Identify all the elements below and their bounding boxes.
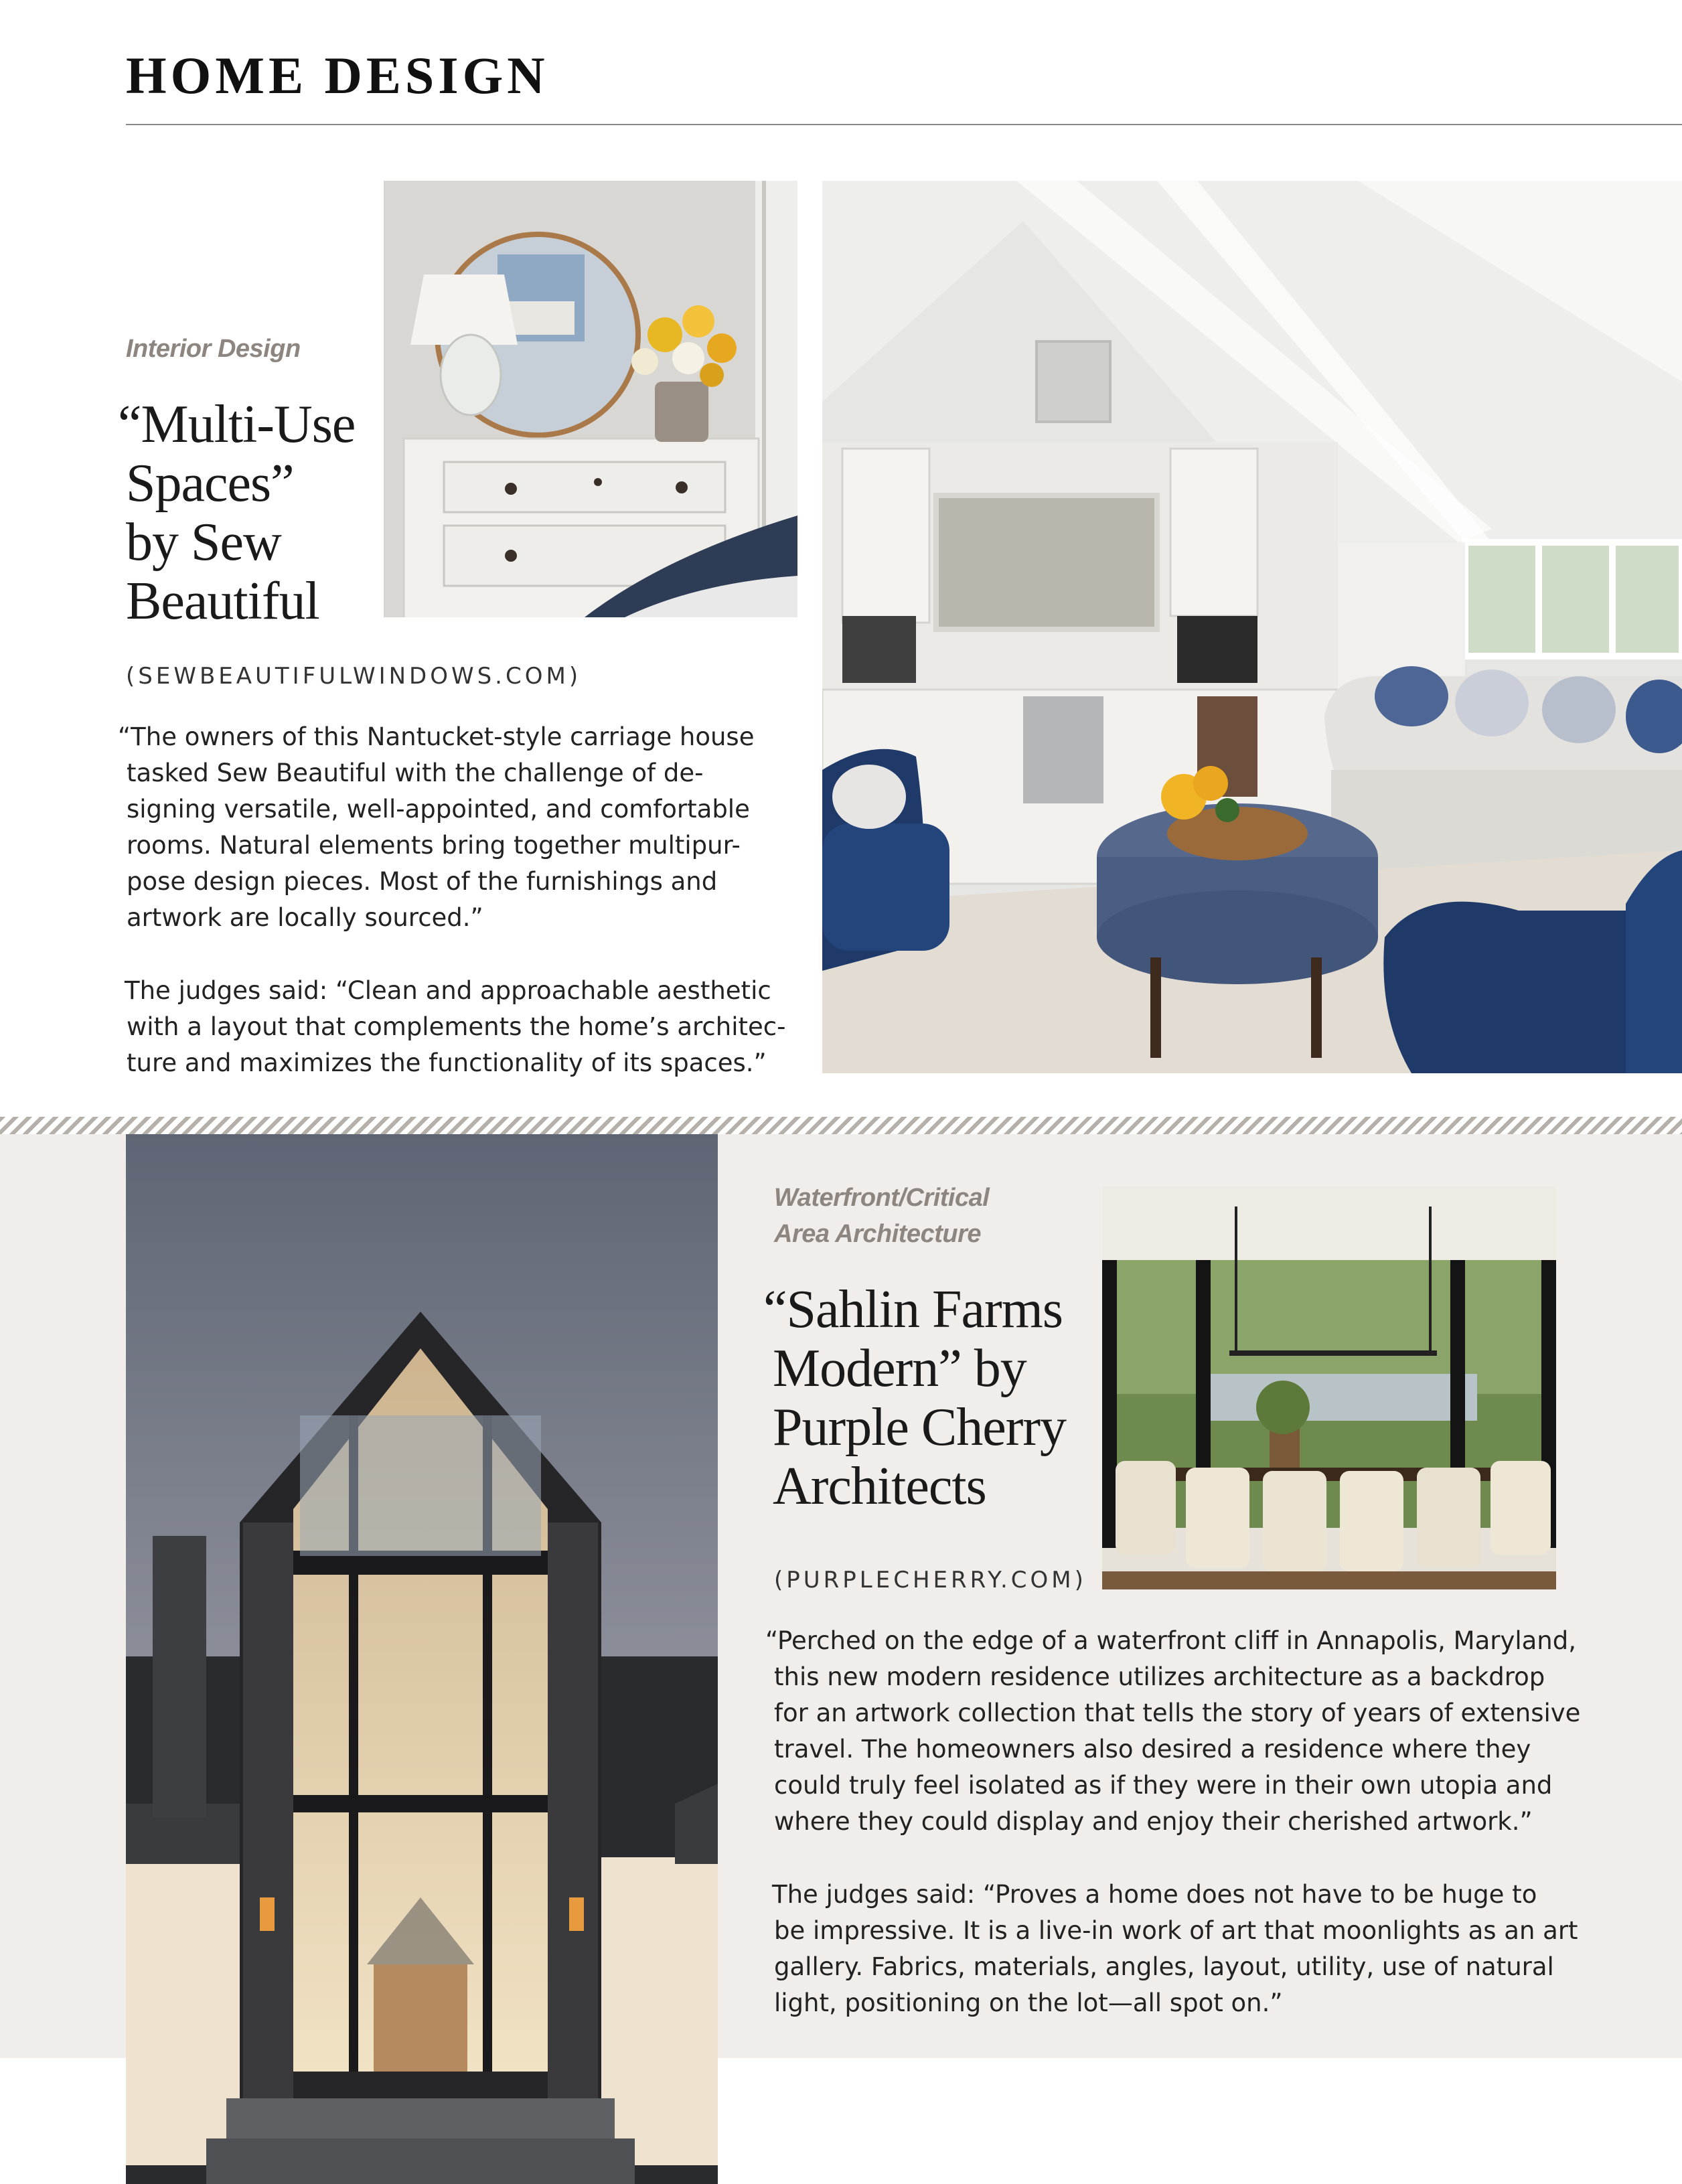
article2-title xyxy=(763,1280,1112,1516)
article1-title xyxy=(118,395,386,631)
section-title: HOME DESIGN xyxy=(126,46,549,104)
quote-line: “The owners of this Nantucket-style carriage house xyxy=(118,722,755,751)
quote-line: where they could display and enjoy their cherished artwork.” xyxy=(774,1807,1533,1836)
article2-judges xyxy=(772,1877,1669,2021)
category-waterfront-architecture xyxy=(774,1180,989,1252)
quote-line: for an artwork collection that tells the story of years of extensive xyxy=(774,1699,1581,1727)
quote-line: artwork are locally sourced.” xyxy=(127,903,483,932)
quote-line: could truly feel isolated as if they were in their own utopia and xyxy=(774,1771,1553,1800)
living-room-photo xyxy=(822,181,1682,1073)
judges-line: light, positioning on the lot—all spot on.” xyxy=(774,1988,1283,2017)
quote-line: this new modern residence utilizes architecture as a backdrop xyxy=(774,1662,1545,1691)
category-line: Waterfront/Critical xyxy=(774,1184,990,1212)
category-interior-design: Interior Design xyxy=(126,335,301,363)
article2-title-line: Purple Cherry xyxy=(773,1398,1067,1457)
article2-title-line: Architects xyxy=(773,1457,986,1516)
article2-quote xyxy=(765,1623,1663,1840)
judges-line: The judges said: “Clean and approachable aesthetic xyxy=(125,976,771,1005)
article2-url: (PURPLECHERRY.COM) xyxy=(774,1567,1087,1593)
article1-title-line: Spaces” xyxy=(126,454,294,513)
dresser-photo xyxy=(384,181,797,617)
article2-title-line: “Sahlin Farms xyxy=(763,1280,1063,1339)
judges-line: ture and maximizes the functionality of its spaces.” xyxy=(127,1048,767,1077)
header-divider xyxy=(126,124,1682,125)
article1-url: (SEWBEAUTIFULWINDOWS.COM) xyxy=(126,663,582,690)
dining-room-photo xyxy=(1102,1186,1556,1589)
zigzag-divider xyxy=(0,1117,1682,1136)
house-exterior-photo xyxy=(126,1134,718,2184)
article1-quote xyxy=(118,719,814,936)
judges-line: with a layout that complements the home’s architec- xyxy=(127,1012,786,1041)
judges-line: gallery. Fabrics, materials, angles, layout, utility, use of natural xyxy=(774,1952,1554,1981)
article2-title-line: Modern” by xyxy=(773,1339,1026,1398)
article1-title-line: “Multi-Use xyxy=(118,395,356,454)
quote-line: tasked Sew Beautiful with the challenge of de- xyxy=(127,759,704,787)
quote-line: signing versatile, well-appointed, and comfortable xyxy=(127,795,750,824)
quote-line: “Perched on the edge of a waterfront cliff in Annapolis, Maryland, xyxy=(765,1626,1577,1655)
quote-line: pose design pieces. Most of the furnishings and xyxy=(127,867,718,896)
article1-judges xyxy=(125,973,821,1081)
article1-title-line: by Sew xyxy=(126,513,281,572)
judges-line: be impressive. It is a live-in work of art that moonlights as an art xyxy=(774,1916,1578,1945)
category-line: Area Architecture xyxy=(774,1220,981,1248)
article1-title-line: Beautiful xyxy=(126,572,319,631)
quote-line: rooms. Natural elements bring together multipur- xyxy=(127,831,741,860)
quote-line: travel. The homeowners also desired a residence where they xyxy=(774,1735,1531,1764)
judges-line: The judges said: “Proves a home does not have to be huge to xyxy=(772,1880,1537,1909)
